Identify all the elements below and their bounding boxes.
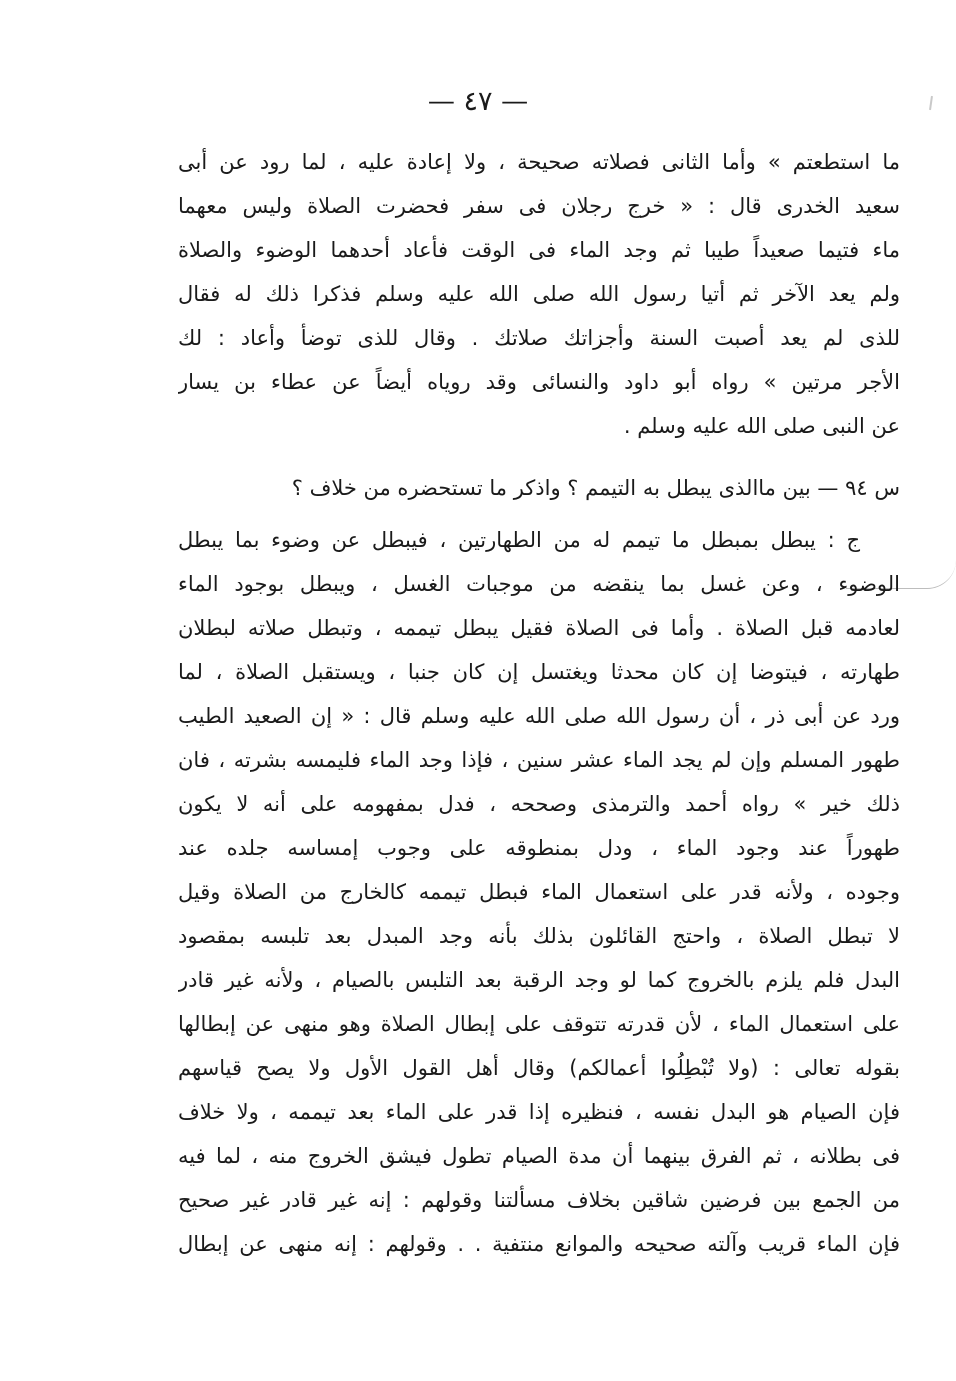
text-line: ورد عن أبى ذر ، أن رسول الله صلى الله عليه وسلم قال : « إن الصعيد الطيب — [178, 704, 900, 728]
text-line: الأجر مرتين » رواه أبو داود والنسائى وقد روياه أيضاً عن عطاء بن يسار — [178, 370, 900, 394]
text-line: عن النبى صلى الله عليه وسلم . — [623, 414, 900, 438]
text-line: على استعمال الماء ، لأن قدرته تتوقف على إبطال الصلاة وهو منهى عن إبطالها — [178, 1012, 900, 1036]
text-line: للذى لم يعد أصبت السنة وأجزاتك صلاتك . وقال للذى توضأ وأعاد : لك — [178, 326, 900, 350]
question-text: س ٩٤ — بين ماالذى يبطل به التيمم ؟ واذكر ما تستحضره من خلاف ؟ — [291, 476, 900, 500]
text-line: طهوراً عند وجود الماء ، ودل بمنطوقه على وجوب إمساسه جلده عند — [178, 836, 900, 860]
text-line: من الجمع بين فرضين شاقين بخلاف مسألتنا وقولهم : إنه غير قادر غير صحيح — [178, 1188, 900, 1212]
text-line: طهارته ، فيتوضا إن كان محدثا ويغتسل إن كان جنبا ، ويستقبل الصلاة ، لما — [178, 660, 900, 684]
text-line: فإن الصيام هو البدل نفسه ، فنظيره إذا قدر على الماء بعد تيممه ، ولا خلاف — [178, 1100, 900, 1124]
question-94 — [178, 466, 900, 510]
text-line: بقوله تعالى : (ولا تُبْطِلُوا أعمالكم) وقال أهل القول الأول ولا يصح قياسهم — [178, 1056, 900, 1080]
paragraph-continuation — [178, 140, 900, 448]
answer-block — [178, 518, 900, 1266]
text-line: ج : يبطل بمبطل ما تيمم له من الطهارتين ، فيبطل عن وضوء بما يبطل — [178, 528, 860, 552]
text-line: ما استطعتم » وأما الثانى فصلاته صحيحة ، ولا إعادة عليه ، لما رود عن أبى — [178, 150, 900, 174]
text-line: فإن الماء قريب وآلته صحيحه والموانع منتفية . . وقولهم : إنه منهى عن إبطال — [178, 1232, 900, 1256]
text-line: الوضوء ، وعن غسل بما ينقضه من موجبات الغسل ، ويبطل بوجود الماء — [178, 572, 900, 596]
text-line: لعادمه قبل الصلاة . وأما فى الصلاة فقيل يبطل تيممه ، وتبطل صلاته لبطلان — [178, 616, 900, 640]
text-line: سعيد الخدرى قال : « خرج رجلان فى سفر فحضرت الصلاة وليس معهما — [178, 194, 900, 218]
text-line: فى بطلانه ، ثم الفرق بينهما أن مدة الصيام تطول فيشق الخروج منه ، لما فيه — [178, 1144, 900, 1168]
text-line: ذلك خير » رواه أحمد والترمذى وصححه ، فدل بمفهومه على أنه لا يكون — [178, 792, 900, 816]
text-line: البدل فلم يلزم بالخروج كما لو وجد الرقبة بعد التلبس بالصيام ، ولأنه غير قادر — [178, 968, 900, 992]
text-line: وجوده ، ولأنه قدر على استعمال الماء فبطل تيممه كالخارج من الصلاة وقيل — [178, 880, 900, 904]
text-line: طهور المسلم وإن لم يجد الماء عشر سنين ، فإذا وجد الماء فليمسه بشرته ، فان — [178, 748, 900, 772]
text-line: ولم يعد الآخر ثم أتيا رسول الله صلى الله عليه وسلم فذكرا ذلك له فقال — [178, 282, 900, 306]
page-number: — ٤٧ — — [427, 86, 529, 117]
text-line: ماء فتيما صعيداً طيبا ثم وجد الماء فى الوقت فأعاد أحدهما الوضوء والصلاة — [178, 238, 900, 262]
text-line: لا تبطل الصلاة ، واحتج القائلون بذلك بأنه وجد المبدل بعد تلبسه بمقصود — [178, 924, 900, 948]
